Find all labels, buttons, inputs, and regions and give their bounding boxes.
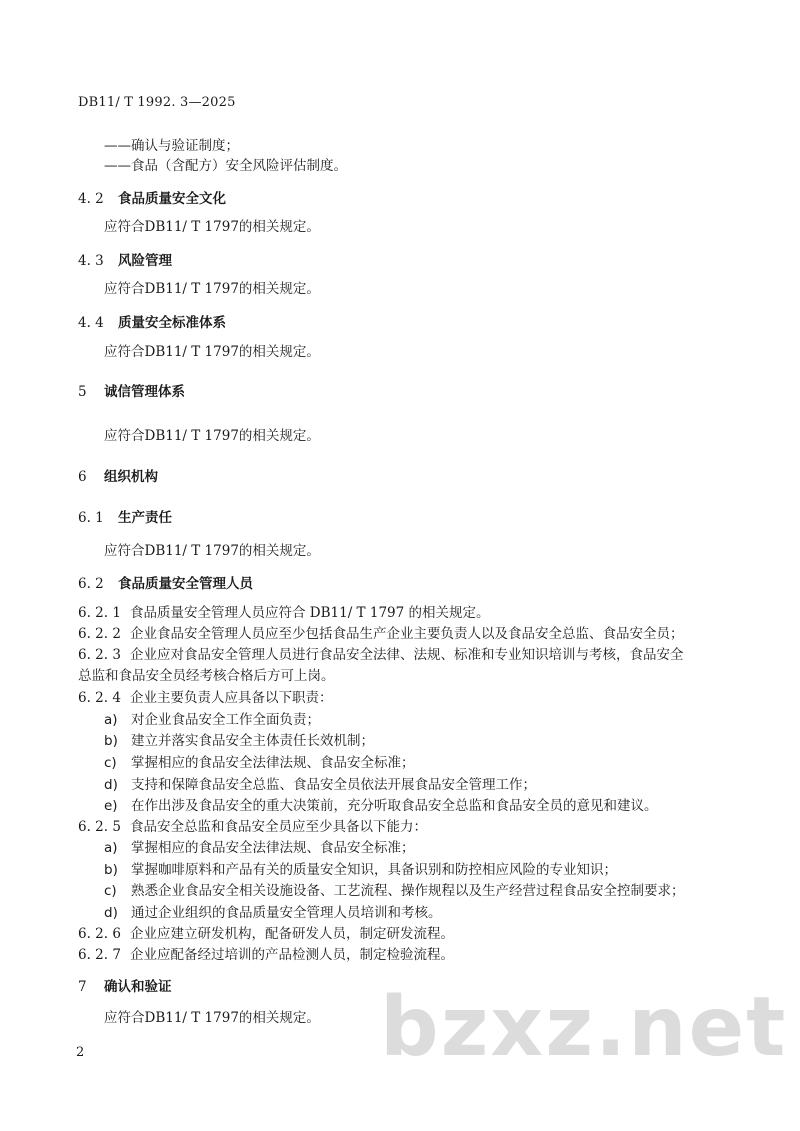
section-title: 风险管理	[118, 253, 172, 269]
section-title: 组织机构	[104, 469, 158, 485]
section-heading-6-2	[78, 572, 253, 592]
list-marker: c)	[104, 755, 117, 771]
section-title: 确认和验证	[104, 979, 172, 995]
list-item-text: 掌握相应的食品安全法律法规、食品安全标准；	[131, 755, 415, 771]
list-item-text: 掌握咖啡原料和产品有关的质量安全知识，具备识别和防控相应风险的专业知识；	[131, 862, 617, 878]
clause-text: 食品质量安全管理人员应符合 DB11/ T 1797 的相关规定。	[130, 605, 490, 621]
list-item-text: 在作出涉及食品安全的重大决策前，充分听取食品安全总监和食品安全员的意见和建议。	[131, 798, 658, 814]
list-item: ——确认与验证制度；	[104, 138, 239, 154]
clause-text: 企业食品安全管理人员应至少包括食品生产企业主要负责人以及食品安全总监、食品安全员；	[130, 626, 684, 642]
list-item-text: 通过企业组织的食品质量安全管理人员培训和考核。	[131, 905, 442, 921]
page-number: 2	[76, 1045, 85, 1060]
clause-number: 6. 2. 5	[78, 819, 121, 835]
list-item-text: 建立并落实食品安全主体责任长效机制；	[131, 733, 374, 749]
section-heading-5	[78, 380, 185, 400]
document-header: DB11/ T 1992. 3—2025	[78, 95, 236, 110]
section-number: 4. 4	[78, 315, 104, 331]
section-heading-4-4	[78, 311, 226, 331]
clause-6-2-1	[78, 601, 490, 621]
list-item	[104, 836, 415, 856]
list-item-text: 对企业食品安全工作全面负责；	[131, 712, 320, 728]
section-body: 应符合DB11/ T 1797的相关规定。	[104, 281, 320, 297]
list-marker: d)	[104, 905, 118, 921]
clause-number: 6. 2. 6	[78, 926, 121, 942]
watermark: bzxz.net	[380, 980, 788, 1075]
list-item	[104, 773, 536, 793]
clause-6-2-7	[78, 943, 454, 963]
list-item	[104, 729, 374, 749]
section-title: 食品质量安全文化	[118, 191, 226, 207]
list-item	[104, 751, 415, 771]
clause-number: 6. 2. 1	[78, 605, 121, 621]
list-marker: d)	[104, 777, 118, 793]
section-heading-4-2	[78, 187, 226, 207]
section-title: 食品质量安全管理人员	[118, 576, 253, 592]
section-number: 7	[78, 979, 87, 995]
section-number: 5	[78, 384, 87, 400]
section-number: 6. 2	[78, 576, 104, 592]
section-title: 诚信管理体系	[104, 384, 185, 400]
list-marker: b)	[104, 862, 118, 878]
clause-text: 企业应建立研发机构，配备研发人员，制定研发流程。	[130, 926, 454, 942]
section-title: 质量安全标准体系	[118, 315, 226, 331]
list-marker: a)	[104, 712, 118, 728]
clause-text: 食品安全总监和食品安全员应至少具备以下能力：	[130, 819, 427, 835]
section-body: 应符合DB11/ T 1797的相关规定。	[104, 344, 320, 360]
clause-text: 企业应配备经过培训的产品检测人员，制定检验流程。	[130, 947, 454, 963]
list-marker: c)	[104, 883, 117, 899]
section-body: 应符合DB11/ T 1797的相关规定。	[104, 219, 320, 235]
section-body: 应符合DB11/ T 1797的相关规定。	[104, 1010, 320, 1026]
clause-text: 企业应对食品安全管理人员进行食品安全法律、法规、标准和专业知识培训与考核，食品安全	[130, 647, 684, 663]
clause-6-2-4	[78, 686, 333, 706]
clause-continuation: 总监和食品安全员经考核合格后方可上岗。	[78, 668, 335, 684]
list-marker: e)	[104, 798, 118, 814]
clause-number: 6. 2. 3	[78, 647, 121, 663]
clause-6-2-5	[78, 815, 427, 835]
section-body: 应符合DB11/ T 1797的相关规定。	[104, 543, 320, 559]
section-heading-6-1	[78, 506, 172, 526]
clause-6-2-3	[78, 643, 684, 663]
list-marker: b)	[104, 733, 118, 749]
list-item-text: 支持和保障食品安全总监、食品安全员依法开展食品安全管理工作；	[131, 777, 536, 793]
section-heading-6	[78, 465, 158, 485]
list-item-text: 熟悉企业食品安全相关设施设备、工艺流程、操作规程以及生产经营过程食品安全控制要求；	[131, 883, 685, 899]
list-item	[104, 708, 320, 728]
list-item: ——食品（含配方）安全风险评估制度。	[104, 158, 347, 174]
section-body: 应符合DB11/ T 1797的相关规定。	[104, 428, 320, 444]
list-item	[104, 901, 442, 921]
section-number: 4. 3	[78, 253, 104, 269]
list-marker: a)	[104, 840, 118, 856]
clause-6-2-2	[78, 622, 684, 642]
section-heading-4-3	[78, 249, 172, 269]
list-item	[104, 858, 617, 878]
list-item	[104, 794, 658, 814]
section-number: 6	[78, 469, 87, 485]
list-item	[104, 879, 685, 899]
section-number: 6. 1	[78, 510, 104, 526]
section-title: 生产责任	[118, 510, 172, 526]
clause-number: 6. 2. 2	[78, 626, 121, 642]
clause-number: 6. 2. 7	[78, 947, 121, 963]
section-heading-7	[78, 975, 172, 995]
clause-6-2-6	[78, 922, 454, 942]
clause-number: 6. 2. 4	[78, 690, 121, 706]
list-item-text: 掌握相应的食品安全法律法规、食品安全标准；	[131, 840, 415, 856]
clause-text: 企业主要负责人应具备以下职责：	[130, 690, 333, 706]
section-number: 4. 2	[78, 191, 104, 207]
